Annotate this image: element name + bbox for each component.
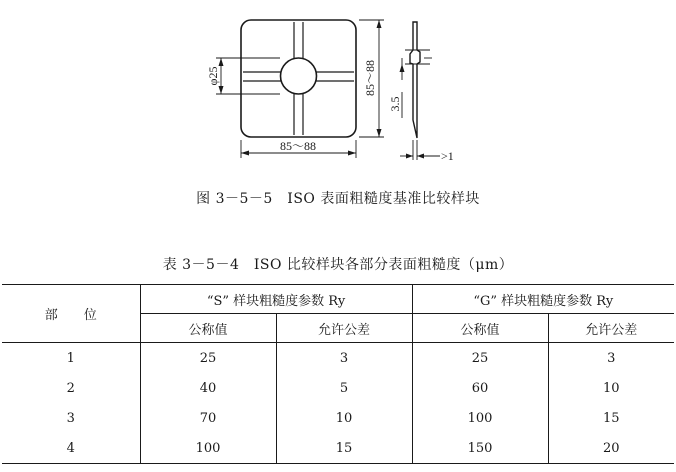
header-g-nominal: 公称值 [412,314,548,343]
cell-s-tolerance: 15 [276,433,412,464]
dim-width-label: 85～88 [279,139,317,153]
cell-s-nominal: 70 [140,403,276,433]
cell-s-tolerance: 10 [276,403,412,433]
cell-g-nominal: 25 [412,343,548,374]
table-row [2,403,674,433]
cell-g-nominal: 150 [412,433,548,464]
roughness-table [2,284,674,464]
table-row [2,373,674,403]
cell-g-nominal: 60 [412,373,548,403]
cell-part: 3 [66,410,75,426]
header-part: 部 位 [2,285,140,343]
header-g-tolerance: 允许公差 [548,314,674,343]
dim-height-label: 85～88 [363,59,377,97]
cell-g-tolerance: 20 [548,433,674,464]
cell-part: 1 [66,350,75,366]
cell-g-nominal: 100 [412,403,548,433]
dim-thickness-label: 3.5 [388,96,402,112]
sample-block-drawing [0,0,676,180]
dim-hole-label: φ25 [206,66,220,86]
cell-s-nominal: 100 [140,433,276,464]
cell-g-tolerance: 15 [548,403,674,433]
header-group-g: “G” 样块粗糙度参数 Ry [412,285,674,314]
table-row [2,343,674,374]
side-profile [410,22,420,138]
header-group-s: “S” 样块粗糙度参数 Ry [140,285,412,314]
cell-s-nominal: 25 [140,343,276,374]
header-s-nominal: 公称值 [140,314,276,343]
figure-caption: 图 3－5－5 ISO 表面粗糙度基准比较样块 [196,191,480,207]
header-s-tolerance: 允许公差 [276,314,412,343]
cell-s-tolerance: 3 [276,343,412,374]
table-row [2,433,674,464]
cell-g-tolerance: 3 [548,343,674,374]
cell-g-tolerance: 10 [548,373,674,403]
cell-part: 2 [66,380,75,396]
dim-edge-label: >1 [441,149,454,163]
cell-s-tolerance: 5 [276,373,412,403]
cell-part: 4 [66,440,75,456]
center-hole [281,58,317,94]
cell-s-nominal: 40 [140,373,276,403]
table-caption: 表 3－5－4 ISO 比较样块各部分表面粗糙度（μm） [162,257,514,273]
